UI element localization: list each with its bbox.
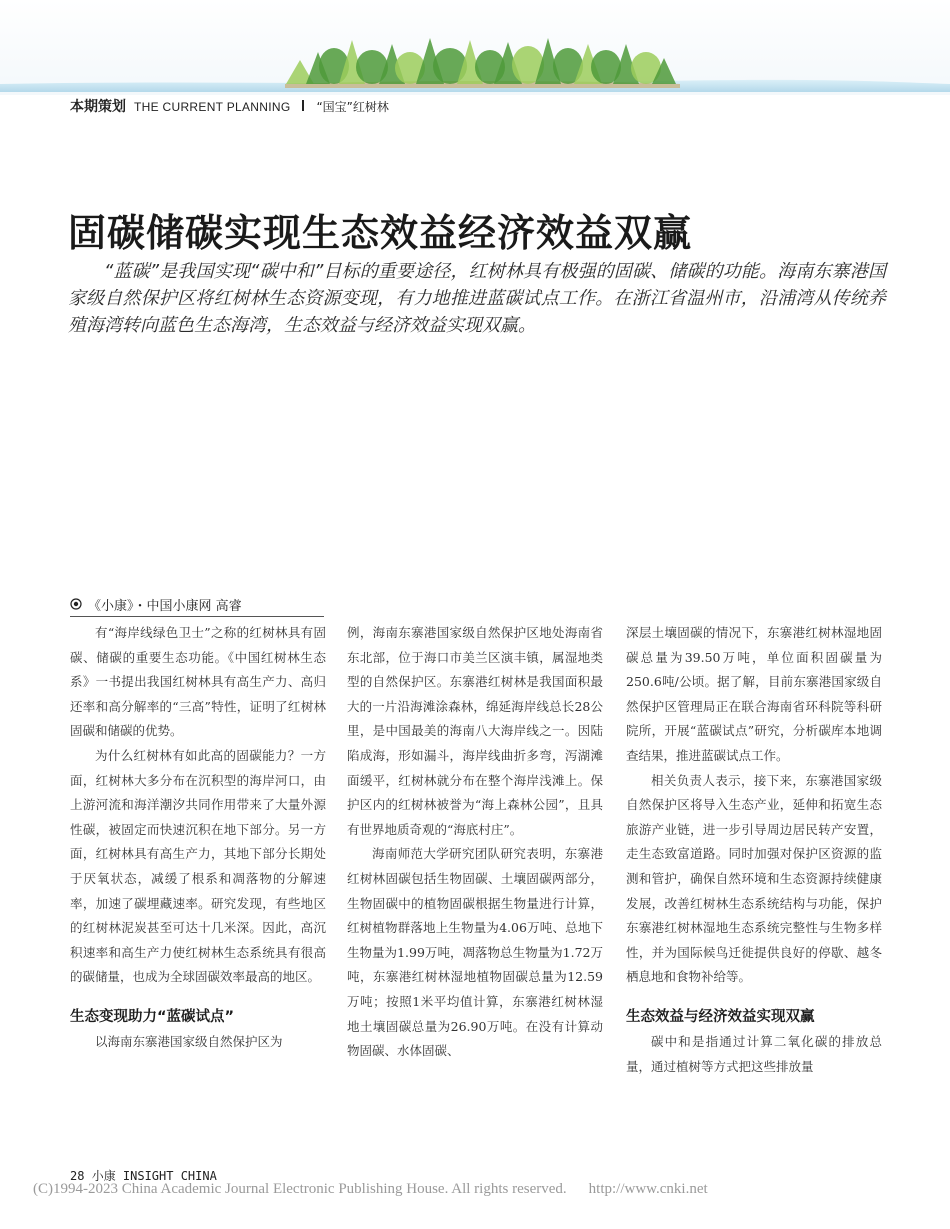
cnki-link[interactable]: http://www.cnki.net <box>588 1181 708 1197</box>
body-column-2 <box>347 621 603 1064</box>
paragraph: 例，海南东寨港国家级自然保护区地处海南省东北部，位于海口市美兰区演丰镇，属湿地类型的自然保护区。东寨港红树林是我国面积最大的一片沿海滩涂森林，绵延海岸线总长28公里，是中国最美的海南八大海岸线之一。因陆陷成海，形如漏斗，海岸线曲折多弯，泻湖滩面缓平，红树林就分布在整个海岸浅滩上。保护区内的红树林被誉为“海上森林公园”，且具有世界地质奇观的“海底村庄”。 <box>347 625 603 837</box>
topic-label: “国宝”红树林 <box>316 100 389 114</box>
copyright-line <box>33 1181 708 1198</box>
section-label: 本期策划 <box>70 99 126 115</box>
header-divider <box>302 100 304 111</box>
paragraph: 碳中和是指通过计算二氧化碳的排放总量，通过植树等方式把这些排放量 <box>626 1033 882 1074</box>
paragraph: 有“海岸线绿色卫士”之称的红树林具有固碳、储碳的重要生态功能。《中国红树林生态系》一书提出我国红树林具有高生产力、高归还率和高分解率的“三高”特性，证明了红树林固碳和储碳的优势。 <box>70 625 326 739</box>
byline-text: 《小康》・中国小康网 高睿 <box>88 598 242 614</box>
copyright-text: (C)1994-2023 China Academic Journal Electronic Publishing House. All rights reserved. <box>33 1181 567 1197</box>
byline <box>70 592 324 617</box>
paragraph: 为什么红树林有如此高的固碳能力？一方面，红树林大多分布在沉积型的海岸河口，由上游河流和海洋潮汐共同作用带来了大量外源性碳，被固定而快速沉积在地下部分。另一方面，红树林具有高生产力，其地下部分长期处于厌氧状态，减缓了根系和凋落物的分解速率，加速了碳埋藏速率。研究发现，有些地区的红树林泥炭甚至可达十几米深。因此，高沉积速率和高生产力使红树林生态系统具有很高的碳储量，也成为全球固碳效率最高的地区。 <box>70 747 326 985</box>
paragraph: 深层土壤固碳的情况下，东寨港红树林湿地固碳总量为39.50万吨，单位面积固碳量为250.6吨/公顷。据了解，目前东寨港国家级自然保护区管理局正在联合海南省环科院等科研院所，开展“蓝碳试点”研究，分析碳库本地调查结果，推进蓝碳试点工作。 <box>626 625 882 763</box>
bullet-circle-icon <box>70 598 82 610</box>
magazine-name: 小康 INSIGHT CHINA <box>91 1169 217 1183</box>
section-label-en: THE CURRENT PLANNING <box>134 100 291 114</box>
subheading: 生态变现助力“蓝碳试点” <box>70 1008 235 1025</box>
tree-banner-illustration <box>0 0 950 95</box>
running-header <box>70 96 389 116</box>
paragraph: 以海南东寨港国家级自然保护区为 <box>95 1033 283 1049</box>
paragraph: 海南师范大学研究团队研究表明，东寨港红树林固碳包括生物固碳、土壤固碳两部分，生物固碳中的植物固碳根据生物量进行计算，红树植物群落地上生物量为4.06万吨、总地下生物量为1.99万吨，凋落物总生物量为1.72万吨，东寨港红树林湿地植物固碳总量为12.59万吨；按照1米平均值计算，东寨港红树林湿地土壤固碳总量为26.90万吨。在没有计算动物固碳、水体固碳、 <box>347 846 603 1059</box>
page-number: 28 <box>70 1169 85 1183</box>
article-title: 固碳储碳实现生态效益经济效益双赢 <box>68 211 693 255</box>
body-column-3 <box>626 621 882 1079</box>
article-lead: “蓝碳”是我国实现“碳中和”目标的重要途径，红树林具有极强的固碳、储碳的功能。海南东寨港国家级自然保护区将红树林生态资源变现，有力地推进蓝碳试点工作。在浙江省温州市，沿浦湾从传统养殖海湾转向蓝色生态海湾，生态效益与经济效益实现双赢。 <box>68 261 886 336</box>
paragraph: 相关负责人表示，接下来，东寨港国家级自然保护区将导入生态产业，延伸和拓宽生态旅游产业链，进一步引导周边居民转产安置，走生态致富道路。同时加强对保护区资源的监测和管护，确保自然环境和生态资源持续健康发展，改善红树林生态系统结构与功能，保护东寨港红树林湿地生态系统完整性与生物多样性，并为国际候鸟迁徙提供良好的停歇、越冬栖息地和食物补给等。 <box>626 772 882 985</box>
subheading: 生态效益与经济效益实现双赢 <box>626 1008 815 1025</box>
body-column-1 <box>70 621 326 1055</box>
